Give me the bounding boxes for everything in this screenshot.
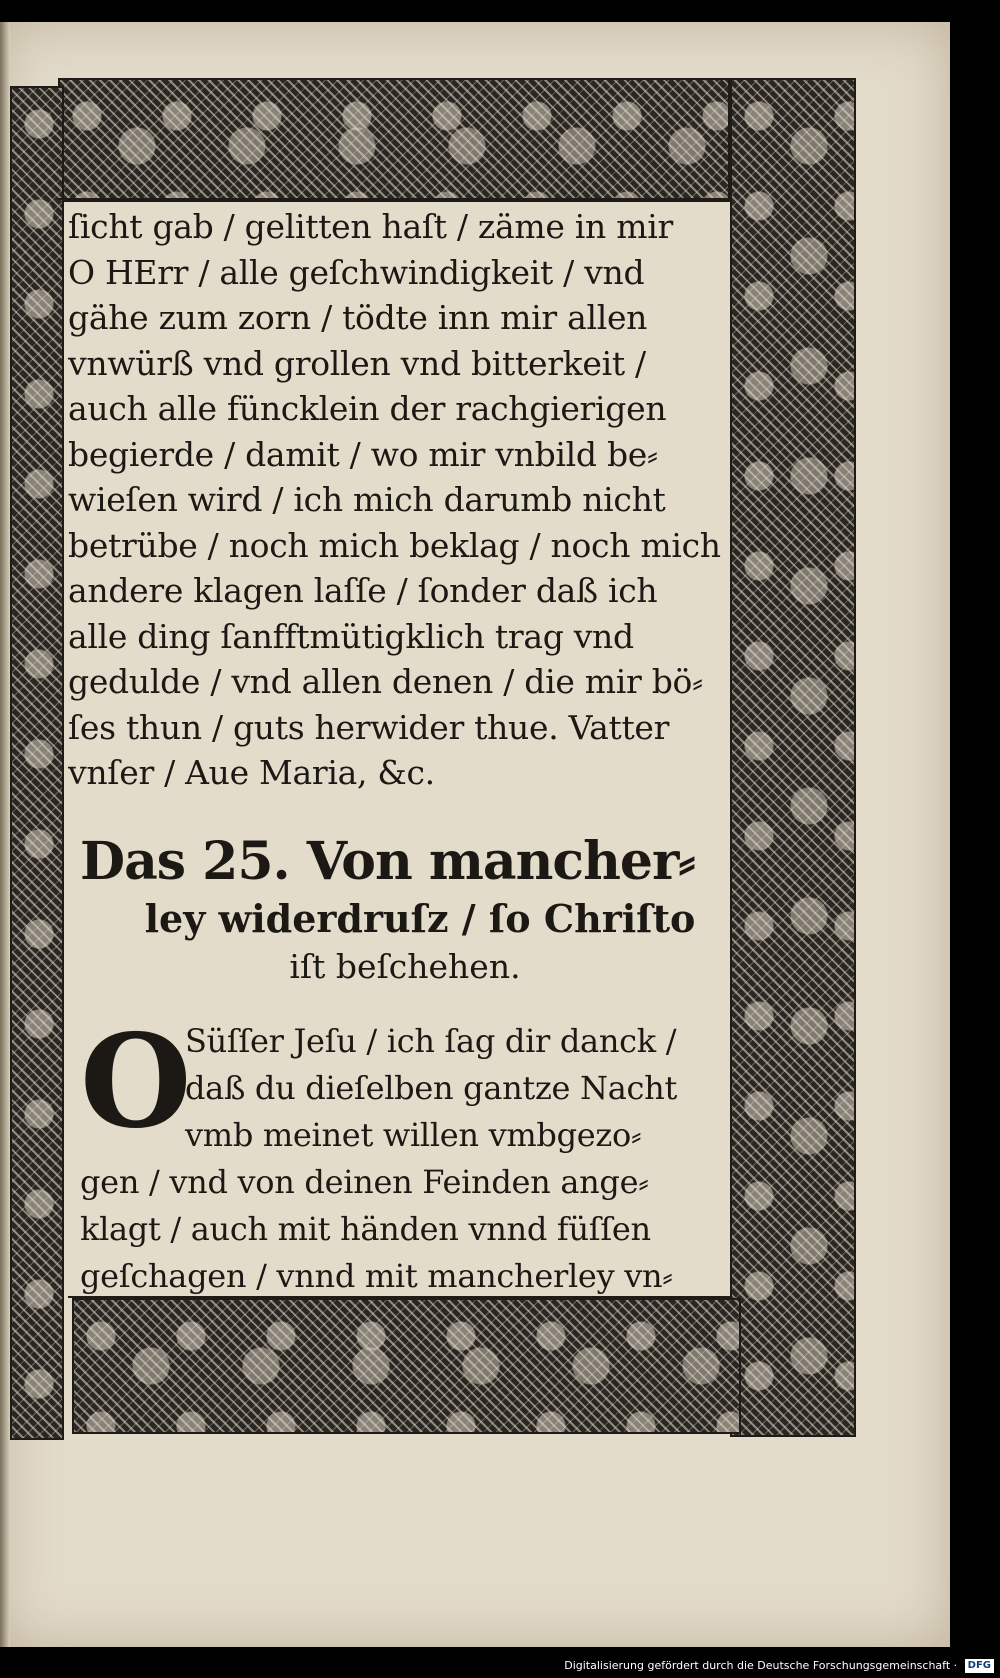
text-line: klagt / auch mit händen vnnd füſſen [80, 1210, 651, 1248]
text-line: ſicht gab / gelitten haſt / zäme in mir [68, 207, 673, 246]
heading-line-3: iſt beſchehen. [289, 947, 521, 986]
woodcut-border-left [10, 86, 64, 1440]
text-line: gedulde / vnd allen denen / die mir bö⸗ [68, 662, 703, 701]
text-line: O HErr / alle geſchwindigkeit / vnd [68, 252, 645, 292]
woodcut-border-bottom [72, 1298, 741, 1434]
text-line: betrübe / noch mich beklag / noch mich [68, 525, 721, 565]
text-line: andere klagen laſſe / ſonder daß ich [68, 571, 658, 610]
text-line: daß du dieſelben gantze Nacht [185, 1069, 678, 1107]
chapter-heading [80, 830, 730, 990]
digitization-footer [0, 1654, 1000, 1678]
footer-text: Digitalisierung gefördert durch die Deutsche Forschungsgemeinschaft · [564, 1659, 958, 1672]
body-text-upper [68, 204, 728, 796]
text-line: gähe zum zorn / tödte inn mir allen [68, 298, 648, 337]
heading-line-2: ley widerdruſz / ſo Chriſto [144, 896, 696, 941]
text-line: vnſer / Aue Maria, &c. [68, 753, 435, 792]
heading-line-1: Das 25. Von mancher⸗ [80, 831, 695, 892]
frame-rule-top [58, 198, 730, 200]
woodcut-border-right [730, 78, 856, 1437]
text-line: wieſen wird / ich mich darumb nicht [68, 480, 666, 519]
text-line: alle ding ſanfftmütigklich trag vnd [68, 616, 634, 656]
text-line: vnwürß vnd grollen vnd bitterkeit / [68, 343, 646, 383]
body-text-lower [80, 1007, 730, 1300]
binding-gutter [0, 22, 10, 1647]
dfg-logo: DFG [965, 1659, 994, 1673]
text-line: Süſſer Jeſu / ich ſag dir danck / [185, 1022, 677, 1060]
text-line: vmb meinet willen vmbgezo⸗ [185, 1116, 642, 1154]
text-line: gen / vnd von deinen Feinden ange⸗ [80, 1163, 649, 1201]
woodcut-border-top [58, 78, 730, 202]
text-line: geſchagen / vnnd mit mancherley vn⸗ [80, 1257, 673, 1295]
text-line: ſes thun / guts herwider thue. Vatter [68, 707, 670, 747]
text-line: auch alle füncklein der rachgierigen [68, 389, 667, 428]
text-line: begierde / damit / wo mir vnbild be⸗ [68, 434, 658, 474]
drop-cap-initial: O [80, 1007, 192, 1157]
